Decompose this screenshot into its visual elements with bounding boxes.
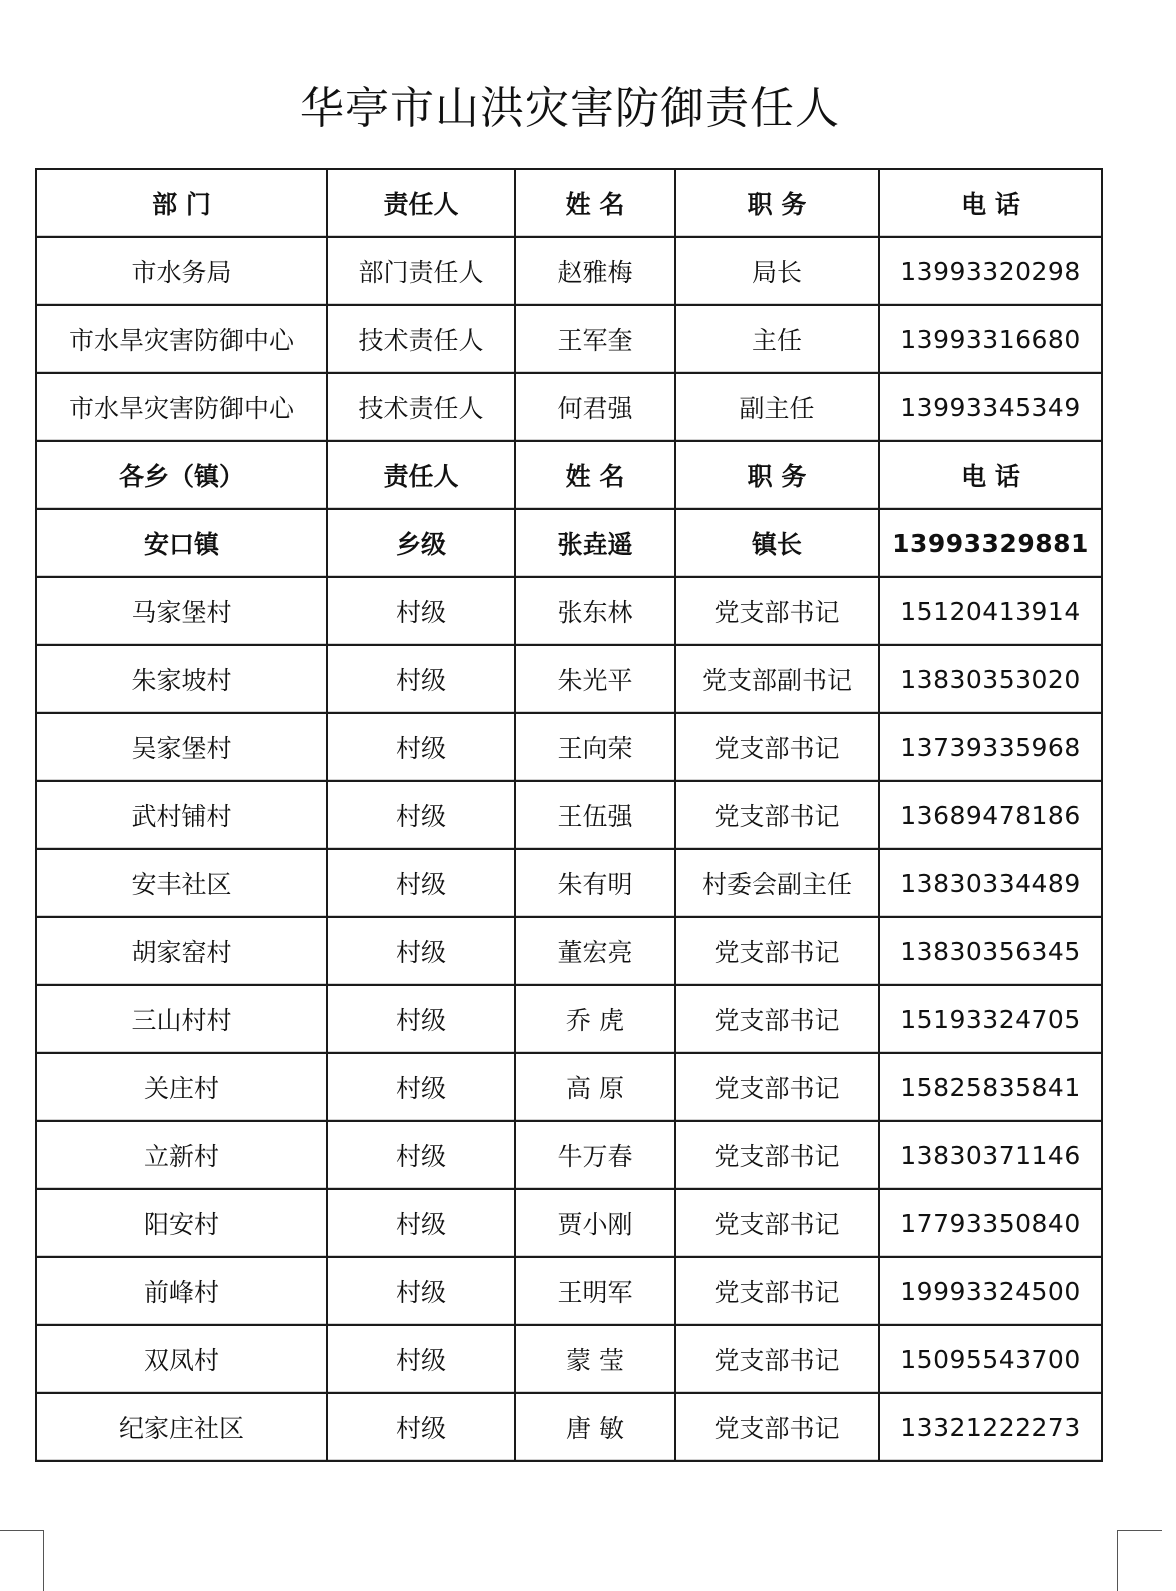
cell-unit: 立新村 bbox=[36, 1121, 327, 1189]
cell-position: 局长 bbox=[675, 237, 879, 305]
cell-name: 董宏亮 bbox=[515, 917, 675, 985]
cell-name: 唐 敏 bbox=[515, 1393, 675, 1461]
cell-name: 何君强 bbox=[515, 373, 675, 441]
cell-phone: 13321222273 bbox=[879, 1393, 1102, 1461]
header-cell-unit: 各乡（镇） bbox=[36, 441, 327, 509]
table-row bbox=[36, 1053, 1102, 1121]
table-row bbox=[36, 509, 1102, 577]
cell-name: 王伍强 bbox=[515, 781, 675, 849]
cell-name: 蒙 莹 bbox=[515, 1325, 675, 1393]
table-row bbox=[36, 849, 1102, 917]
cell-phone: 13830353020 bbox=[879, 645, 1102, 713]
cell-unit: 胡家窑村 bbox=[36, 917, 327, 985]
cell-role: 村级 bbox=[327, 1053, 515, 1121]
cell-phone: 13830371146 bbox=[879, 1121, 1102, 1189]
table-row bbox=[36, 713, 1102, 781]
cell-position: 党支部书记 bbox=[675, 1053, 879, 1121]
table-row bbox=[36, 781, 1102, 849]
cell-unit: 武村铺村 bbox=[36, 781, 327, 849]
cell-role: 乡级 bbox=[327, 509, 515, 577]
cell-role: 村级 bbox=[327, 577, 515, 645]
header-cell-name: 姓 名 bbox=[515, 441, 675, 509]
cell-unit: 关庄村 bbox=[36, 1053, 327, 1121]
cell-position: 主任 bbox=[675, 305, 879, 373]
cell-role: 村级 bbox=[327, 1121, 515, 1189]
cell-position: 副主任 bbox=[675, 373, 879, 441]
cell-name: 张垚遥 bbox=[515, 509, 675, 577]
cell-position: 党支部书记 bbox=[675, 1257, 879, 1325]
table-row bbox=[36, 237, 1102, 305]
cell-position: 党支部书记 bbox=[675, 1325, 879, 1393]
cell-position: 党支部书记 bbox=[675, 1393, 879, 1461]
cell-unit: 前峰村 bbox=[36, 1257, 327, 1325]
table-row bbox=[36, 1121, 1102, 1189]
header-cell-role: 责任人 bbox=[327, 441, 515, 509]
table-header-row bbox=[36, 169, 1102, 237]
cell-position: 党支部书记 bbox=[675, 1189, 879, 1257]
cell-phone: 13993329881 bbox=[879, 509, 1102, 577]
cell-position: 党支部书记 bbox=[675, 577, 879, 645]
cell-name: 牛万春 bbox=[515, 1121, 675, 1189]
table-row bbox=[36, 917, 1102, 985]
cell-unit: 市水旱灾害防御中心 bbox=[36, 305, 327, 373]
responsibility-table bbox=[35, 168, 1103, 1462]
cell-role: 技术责任人 bbox=[327, 305, 515, 373]
cell-unit: 安丰社区 bbox=[36, 849, 327, 917]
cell-unit: 三山村村 bbox=[36, 985, 327, 1053]
table-row bbox=[36, 373, 1102, 441]
cell-phone: 17793350840 bbox=[879, 1189, 1102, 1257]
header-cell-role: 责任人 bbox=[327, 169, 515, 237]
cell-unit: 马家堡村 bbox=[36, 577, 327, 645]
cell-phone: 13993345349 bbox=[879, 373, 1102, 441]
table-row bbox=[36, 1189, 1102, 1257]
cell-unit: 阳安村 bbox=[36, 1189, 327, 1257]
header-cell-position: 职 务 bbox=[675, 169, 879, 237]
table-body bbox=[36, 169, 1102, 1461]
cell-role: 技术责任人 bbox=[327, 373, 515, 441]
page-corner-left bbox=[0, 1530, 44, 1591]
cell-position: 村委会副主任 bbox=[675, 849, 879, 917]
cell-phone: 15120413914 bbox=[879, 577, 1102, 645]
cell-unit: 朱家坡村 bbox=[36, 645, 327, 713]
cell-unit: 吴家堡村 bbox=[36, 713, 327, 781]
table-row bbox=[36, 1325, 1102, 1393]
cell-name: 赵雅梅 bbox=[515, 237, 675, 305]
cell-unit: 市水旱灾害防御中心 bbox=[36, 373, 327, 441]
table-row bbox=[36, 645, 1102, 713]
table-row bbox=[36, 1257, 1102, 1325]
cell-phone: 13993316680 bbox=[879, 305, 1102, 373]
cell-role: 村级 bbox=[327, 1325, 515, 1393]
header-cell-position: 职 务 bbox=[675, 441, 879, 509]
cell-phone: 13830334489 bbox=[879, 849, 1102, 917]
cell-role: 村级 bbox=[327, 781, 515, 849]
header-cell-name: 姓 名 bbox=[515, 169, 675, 237]
cell-role: 村级 bbox=[327, 917, 515, 985]
cell-name: 贾小刚 bbox=[515, 1189, 675, 1257]
cell-phone: 15095543700 bbox=[879, 1325, 1102, 1393]
cell-position: 党支部书记 bbox=[675, 985, 879, 1053]
cell-name: 朱光平 bbox=[515, 645, 675, 713]
header-cell-phone: 电 话 bbox=[879, 441, 1102, 509]
cell-role: 村级 bbox=[327, 1189, 515, 1257]
cell-role: 村级 bbox=[327, 713, 515, 781]
cell-phone: 15825835841 bbox=[879, 1053, 1102, 1121]
cell-role: 村级 bbox=[327, 645, 515, 713]
cell-phone: 13689478186 bbox=[879, 781, 1102, 849]
cell-name: 王向荣 bbox=[515, 713, 675, 781]
cell-role: 村级 bbox=[327, 849, 515, 917]
cell-unit: 市水务局 bbox=[36, 237, 327, 305]
table-row bbox=[36, 985, 1102, 1053]
cell-phone: 13993320298 bbox=[879, 237, 1102, 305]
cell-name: 朱有明 bbox=[515, 849, 675, 917]
header-cell-phone: 电 话 bbox=[879, 169, 1102, 237]
cell-unit: 安口镇 bbox=[36, 509, 327, 577]
page-title: 华亭市山洪灾害防御责任人 bbox=[300, 83, 840, 134]
cell-name: 高 原 bbox=[515, 1053, 675, 1121]
table-row bbox=[36, 305, 1102, 373]
cell-position: 党支部书记 bbox=[675, 1121, 879, 1189]
cell-position: 党支部书记 bbox=[675, 713, 879, 781]
cell-phone: 15193324705 bbox=[879, 985, 1102, 1053]
cell-position: 镇长 bbox=[675, 509, 879, 577]
cell-role: 村级 bbox=[327, 1393, 515, 1461]
header-cell-unit: 部 门 bbox=[36, 169, 327, 237]
table-row bbox=[36, 577, 1102, 645]
cell-role: 村级 bbox=[327, 1257, 515, 1325]
cell-role: 村级 bbox=[327, 985, 515, 1053]
cell-position: 党支部书记 bbox=[675, 781, 879, 849]
cell-name: 王军奎 bbox=[515, 305, 675, 373]
cell-name: 张东林 bbox=[515, 577, 675, 645]
table-header-row bbox=[36, 441, 1102, 509]
cell-position: 党支部书记 bbox=[675, 917, 879, 985]
cell-phone: 13739335968 bbox=[879, 713, 1102, 781]
cell-phone: 19993324500 bbox=[879, 1257, 1102, 1325]
cell-phone: 13830356345 bbox=[879, 917, 1102, 985]
cell-role: 部门责任人 bbox=[327, 237, 515, 305]
cell-name: 王明军 bbox=[515, 1257, 675, 1325]
table-row bbox=[36, 1393, 1102, 1461]
cell-name: 乔 虎 bbox=[515, 985, 675, 1053]
page-corner-right bbox=[1117, 1530, 1162, 1591]
cell-unit: 纪家庄社区 bbox=[36, 1393, 327, 1461]
cell-unit: 双凤村 bbox=[36, 1325, 327, 1393]
cell-position: 党支部副书记 bbox=[675, 645, 879, 713]
